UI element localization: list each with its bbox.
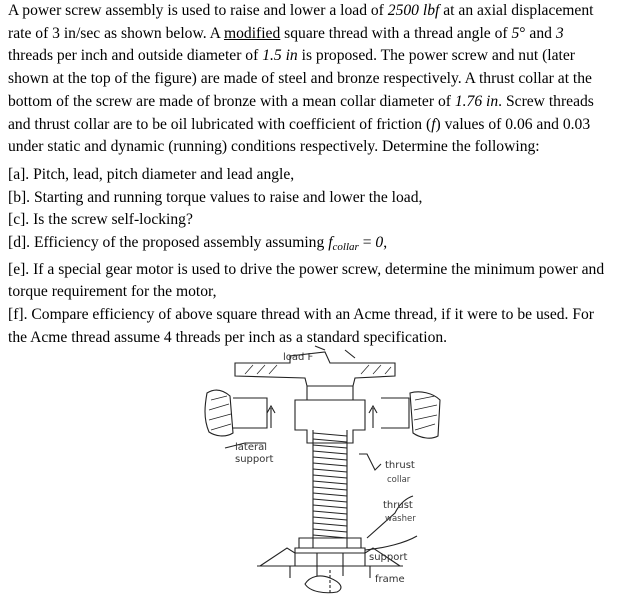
label-thrust-washer-1: thrust: [383, 500, 413, 511]
problem-paragraph: [8, 0, 622, 159]
q-line: [8, 304, 622, 327]
label-support-frame-2: frame: [375, 574, 405, 585]
q-line: [8, 187, 622, 210]
thrust-collar: [299, 538, 361, 548]
text-run: [d]. Efficiency of the proposed assembly assuming: [8, 234, 329, 252]
q-line: [8, 259, 622, 282]
text-run: square thread with a thread angle of: [280, 24, 512, 42]
para-line: [8, 45, 622, 68]
italic-run: 1.76 in: [454, 92, 499, 110]
thread-line: [313, 475, 347, 478]
para-line: [8, 91, 622, 114]
thread-line: [313, 523, 347, 526]
text-run: threads per inch and outside diameter of: [8, 47, 263, 65]
italic-run: 0: [375, 234, 384, 252]
q-line: [8, 209, 622, 232]
problem-statement: [8, 0, 622, 350]
thread-line: [313, 499, 347, 502]
italic-run: 3: [555, 24, 564, 42]
thread-line: [313, 487, 347, 490]
para-line: [8, 114, 622, 137]
para-line: [8, 68, 622, 91]
q-line: [8, 232, 622, 259]
text-run: under static and dynamic (running) conditions respectively. Determine the following:: [8, 138, 540, 156]
text-run: =: [358, 234, 376, 252]
text-run: ,: [383, 234, 388, 252]
text-run: . Screw threads: [498, 92, 594, 110]
power-screw-figure: [195, 338, 455, 595]
lateral-support-left: [205, 390, 233, 436]
label-thrust-washer-2: washer: [385, 514, 416, 524]
label-support-frame-1: support: [369, 552, 408, 563]
nut: [295, 400, 365, 443]
text-run: torque requirement for the motor,: [8, 283, 217, 301]
text-run: is proposed. The power screw and nut (later: [297, 47, 576, 65]
thread-line: [313, 469, 347, 472]
thread-line: [313, 481, 347, 484]
underlined-run: modified: [223, 24, 281, 42]
thread-line: [313, 457, 347, 460]
text-run: the Acme thread assume 4 threads per inch as a standard specification.: [8, 328, 448, 346]
italic-run: f: [431, 115, 436, 133]
q-line: [8, 281, 622, 304]
text-run: [f]. Compare efficiency of above square thread with an Acme thread, if it were to be used. For: [8, 306, 594, 324]
thread-line: [313, 439, 347, 442]
label-lateral-2: support: [235, 454, 274, 465]
label-load: load F: [283, 352, 314, 363]
text-run: [b]. Starting and running torque values to raise and lower the load,: [8, 188, 423, 206]
thread-line: [313, 433, 347, 436]
label-lateral-1: lateral: [235, 442, 267, 453]
text-run: A power screw assembly is used to raise and lower a load of: [8, 2, 388, 19]
thread-line: [313, 511, 347, 514]
thrust-washer: [295, 548, 365, 553]
text-run: [e]. If a special gear motor is used to drive the power screw, determine the minimum power and: [8, 260, 605, 278]
thread-line: [313, 445, 347, 448]
italic-run: 5: [511, 24, 520, 42]
thread-line: [313, 493, 347, 496]
para-line: [8, 136, 622, 159]
q-line: [8, 164, 622, 187]
question-list: [8, 164, 622, 350]
text-run: ° and: [519, 24, 556, 42]
text-run: [c]. Is the screw self-locking?: [8, 211, 193, 229]
para-line: [8, 23, 622, 46]
thread-line: [313, 451, 347, 454]
text-run: and thrust collar are to be oil lubricated with coefficient of friction (: [8, 115, 432, 133]
italic-run: f: [328, 234, 333, 252]
text-run: bottom of the screw are made of bronze with a mean collar diameter of: [8, 92, 455, 110]
label-thrust-collar-2: collar: [387, 475, 411, 485]
load-block: [235, 352, 395, 386]
thread-line: [313, 505, 347, 508]
text-run: ) values of 0.06 and 0.03: [435, 115, 591, 133]
text-run: rate of 3 in/sec as shown below. A: [8, 24, 224, 42]
text-run: [a]. Pitch, lead, pitch diameter and lead angle,: [8, 165, 295, 183]
thread-line: [313, 517, 347, 520]
italic-run: 1.5 in: [262, 47, 298, 65]
thread-line: [313, 529, 347, 532]
para-line: [8, 0, 622, 23]
thread-line: [313, 463, 347, 466]
label-thrust-collar-1: thrust: [385, 460, 415, 471]
subscript-run: collar: [332, 241, 359, 254]
text-run: at an axial displacement: [439, 2, 594, 19]
text-run: shown at the top of the figure) are made of steel and bronze respectively. A thrust collar at the: [8, 70, 592, 88]
italic-run: 2500 lbf: [387, 2, 440, 19]
